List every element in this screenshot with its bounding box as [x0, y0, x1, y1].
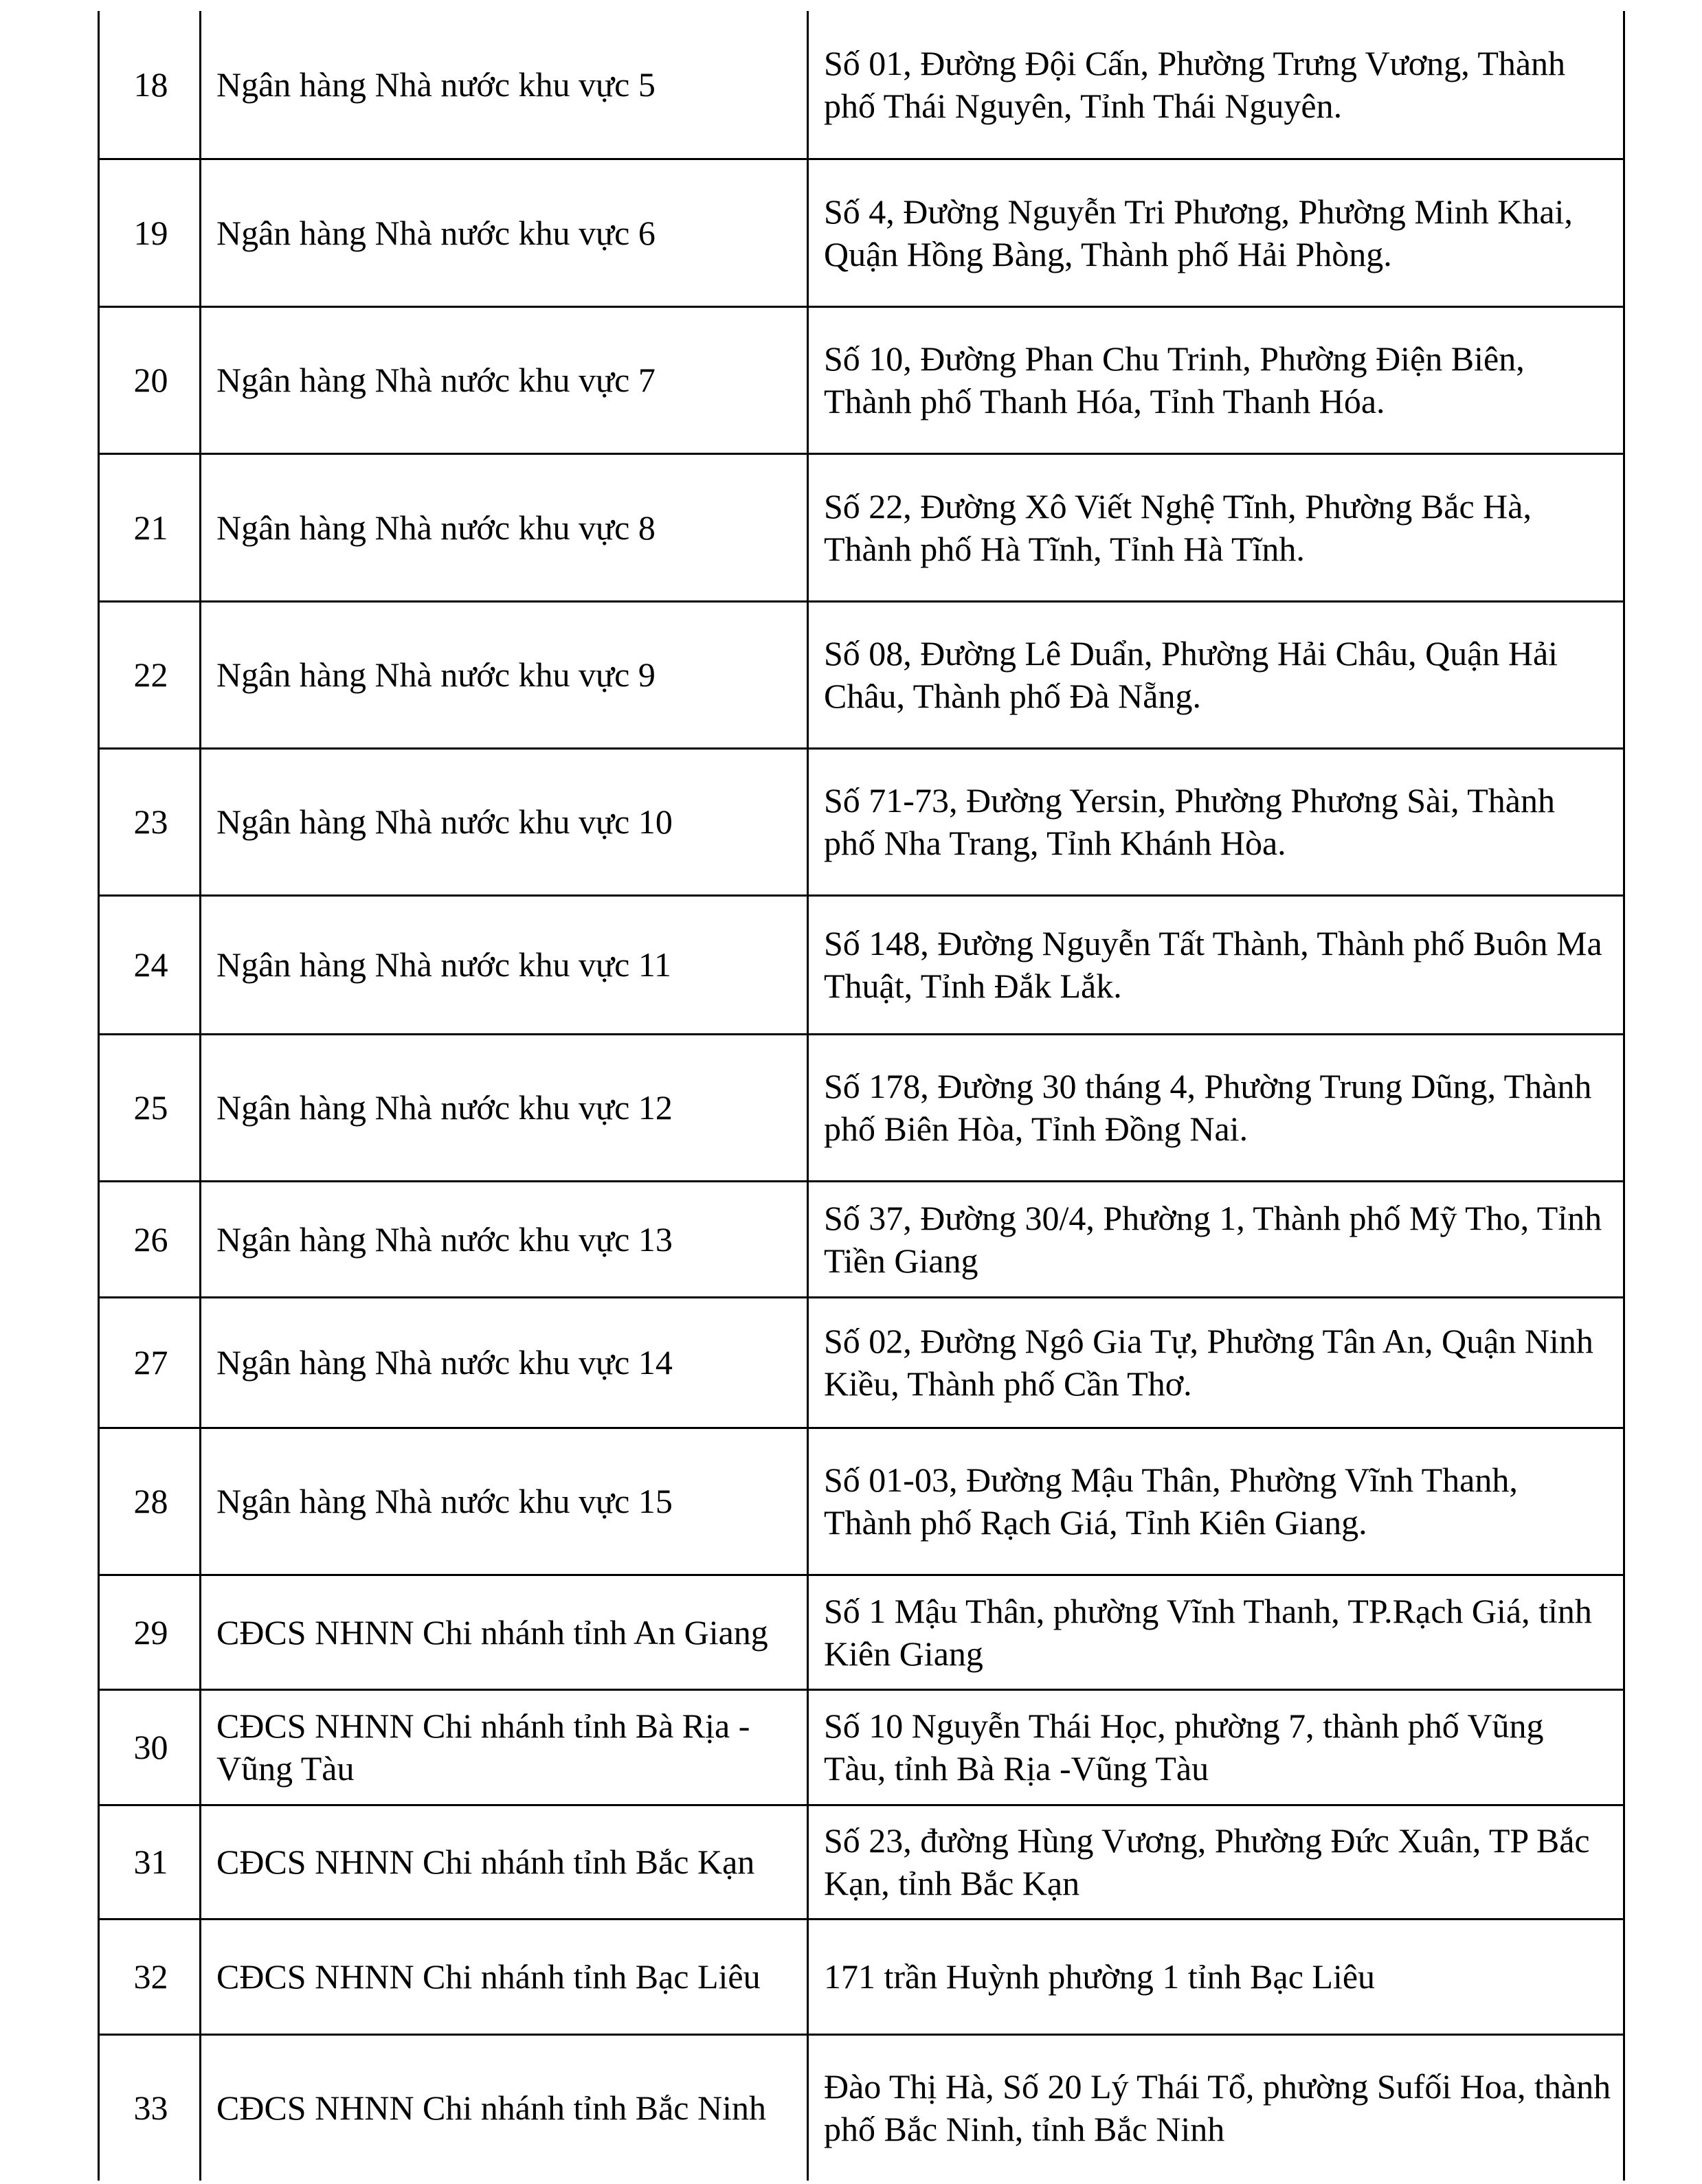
table-row — [99, 1428, 1624, 1575]
unit-name: Ngân hàng Nhà nước khu vực 14 — [201, 1297, 808, 1428]
row-number: 20 — [99, 306, 201, 453]
row-number: 29 — [99, 1575, 201, 1689]
row-number: 22 — [99, 601, 201, 748]
row-number: 27 — [99, 1297, 201, 1428]
table-row — [99, 1181, 1624, 1297]
row-number: 32 — [99, 1919, 201, 2034]
row-number: 26 — [99, 1181, 201, 1297]
unit-name: Ngân hàng Nhà nước khu vực 8 — [201, 453, 808, 601]
unit-address: Số 37, Đường 30/4, Phường 1, Thành phố Mỹ Tho, Tỉnh Tiền Giang — [808, 1181, 1624, 1297]
unit-name: Ngân hàng Nhà nước khu vực 10 — [201, 748, 808, 895]
unit-address: Số 71-73, Đường Yersin, Phường Phương Sài, Thành phố Nha Trang, Tỉnh Khánh Hòa. — [808, 748, 1624, 895]
table-row — [99, 11, 1624, 159]
row-number: 31 — [99, 1805, 201, 1919]
unit-address: Đào Thị Hà, Số 20 Lý Thái Tổ, phường Sufối Hoa, thành phố Bắc Ninh, tỉnh Bắc Ninh — [808, 2034, 1624, 2181]
unit-address: Số 148, Đường Nguyễn Tất Thành, Thành phố Buôn Ma Thuật, Tỉnh Đắk Lắk. — [808, 895, 1624, 1034]
table-row — [99, 1689, 1624, 1805]
unit-name: Ngân hàng Nhà nước khu vực 7 — [201, 306, 808, 453]
unit-address: Số 10, Đường Phan Chu Trinh, Phường Điện Biên, Thành phố Thanh Hóa, Tỉnh Thanh Hóa. — [808, 306, 1624, 453]
unit-address: Số 1 Mậu Thân, phường Vĩnh Thanh, TP.Rạch Giá, tỉnh Kiên Giang — [808, 1575, 1624, 1689]
unit-name: CĐCS NHNN Chi nhánh tỉnh Bắc Kạn — [201, 1805, 808, 1919]
unit-name: CĐCS NHNN Chi nhánh tỉnh Bạc Liêu — [201, 1919, 808, 2034]
unit-address: Số 23, đường Hùng Vương, Phường Đức Xuân, TP Bắc Kạn, tỉnh Bắc Kạn — [808, 1805, 1624, 1919]
row-number: 24 — [99, 895, 201, 1034]
unit-name: Ngân hàng Nhà nước khu vực 6 — [201, 159, 808, 306]
unit-address: Số 01-03, Đường Mậu Thân, Phường Vĩnh Thanh, Thành phố Rạch Giá, Tỉnh Kiên Giang. — [808, 1428, 1624, 1575]
row-number: 23 — [99, 748, 201, 895]
unit-name: Ngân hàng Nhà nước khu vực 5 — [201, 11, 808, 159]
row-number: 25 — [99, 1034, 201, 1181]
row-number: 28 — [99, 1428, 201, 1575]
unit-address: Số 4, Đường Nguyễn Tri Phương, Phường Minh Khai, Quận Hồng Bàng, Thành phố Hải Phòng. — [808, 159, 1624, 306]
address-table-body — [99, 11, 1624, 2181]
unit-name: Ngân hàng Nhà nước khu vực 11 — [201, 895, 808, 1034]
unit-name: CĐCS NHNN Chi nhánh tỉnh Bắc Ninh — [201, 2034, 808, 2181]
table-row — [99, 1919, 1624, 2034]
unit-address: Số 08, Đường Lê Duẩn, Phường Hải Châu, Quận Hải Châu, Thành phố Đà Nẵng. — [808, 601, 1624, 748]
row-number: 33 — [99, 2034, 201, 2181]
unit-name: CĐCS NHNN Chi nhánh tỉnh Bà Rịa - Vũng Tàu — [201, 1689, 808, 1805]
unit-name: Ngân hàng Nhà nước khu vực 12 — [201, 1034, 808, 1181]
table-row — [99, 1805, 1624, 1919]
unit-name: CĐCS NHNN Chi nhánh tỉnh An Giang — [201, 1575, 808, 1689]
unit-address: Số 22, Đường Xô Viết Nghệ Tĩnh, Phường Bắc Hà, Thành phố Hà Tĩnh, Tỉnh Hà Tĩnh. — [808, 453, 1624, 601]
address-table — [98, 11, 1625, 2181]
table-row — [99, 748, 1624, 895]
unit-address: Số 10 Nguyễn Thái Học, phường 7, thành phố Vũng Tàu, tỉnh Bà Rịa -Vũng Tàu — [808, 1689, 1624, 1805]
table-row — [99, 895, 1624, 1034]
table-row — [99, 1297, 1624, 1428]
unit-name: Ngân hàng Nhà nước khu vực 9 — [201, 601, 808, 748]
table-row — [99, 601, 1624, 748]
unit-name: Ngân hàng Nhà nước khu vực 15 — [201, 1428, 808, 1575]
table-row — [99, 2034, 1624, 2181]
table-row — [99, 159, 1624, 306]
unit-address: 171 trần Huỳnh phường 1 tỉnh Bạc Liêu — [808, 1919, 1624, 2034]
unit-address: Số 02, Đường Ngô Gia Tự, Phường Tân An, Quận Ninh Kiều, Thành phố Cần Thơ. — [808, 1297, 1624, 1428]
table-row — [99, 306, 1624, 453]
unit-name: Ngân hàng Nhà nước khu vực 13 — [201, 1181, 808, 1297]
row-number: 18 — [99, 11, 201, 159]
row-number: 30 — [99, 1689, 201, 1805]
unit-address: Số 178, Đường 30 tháng 4, Phường Trung Dũng, Thành phố Biên Hòa, Tỉnh Đồng Nai. — [808, 1034, 1624, 1181]
table-row — [99, 1575, 1624, 1689]
row-number: 21 — [99, 453, 201, 601]
table-row — [99, 1034, 1624, 1181]
table-row — [99, 453, 1624, 601]
unit-address: Số 01, Đường Đội Cấn, Phường Trưng Vương, Thành phố Thái Nguyên, Tỉnh Thái Nguyên. — [808, 11, 1624, 159]
row-number: 19 — [99, 159, 201, 306]
